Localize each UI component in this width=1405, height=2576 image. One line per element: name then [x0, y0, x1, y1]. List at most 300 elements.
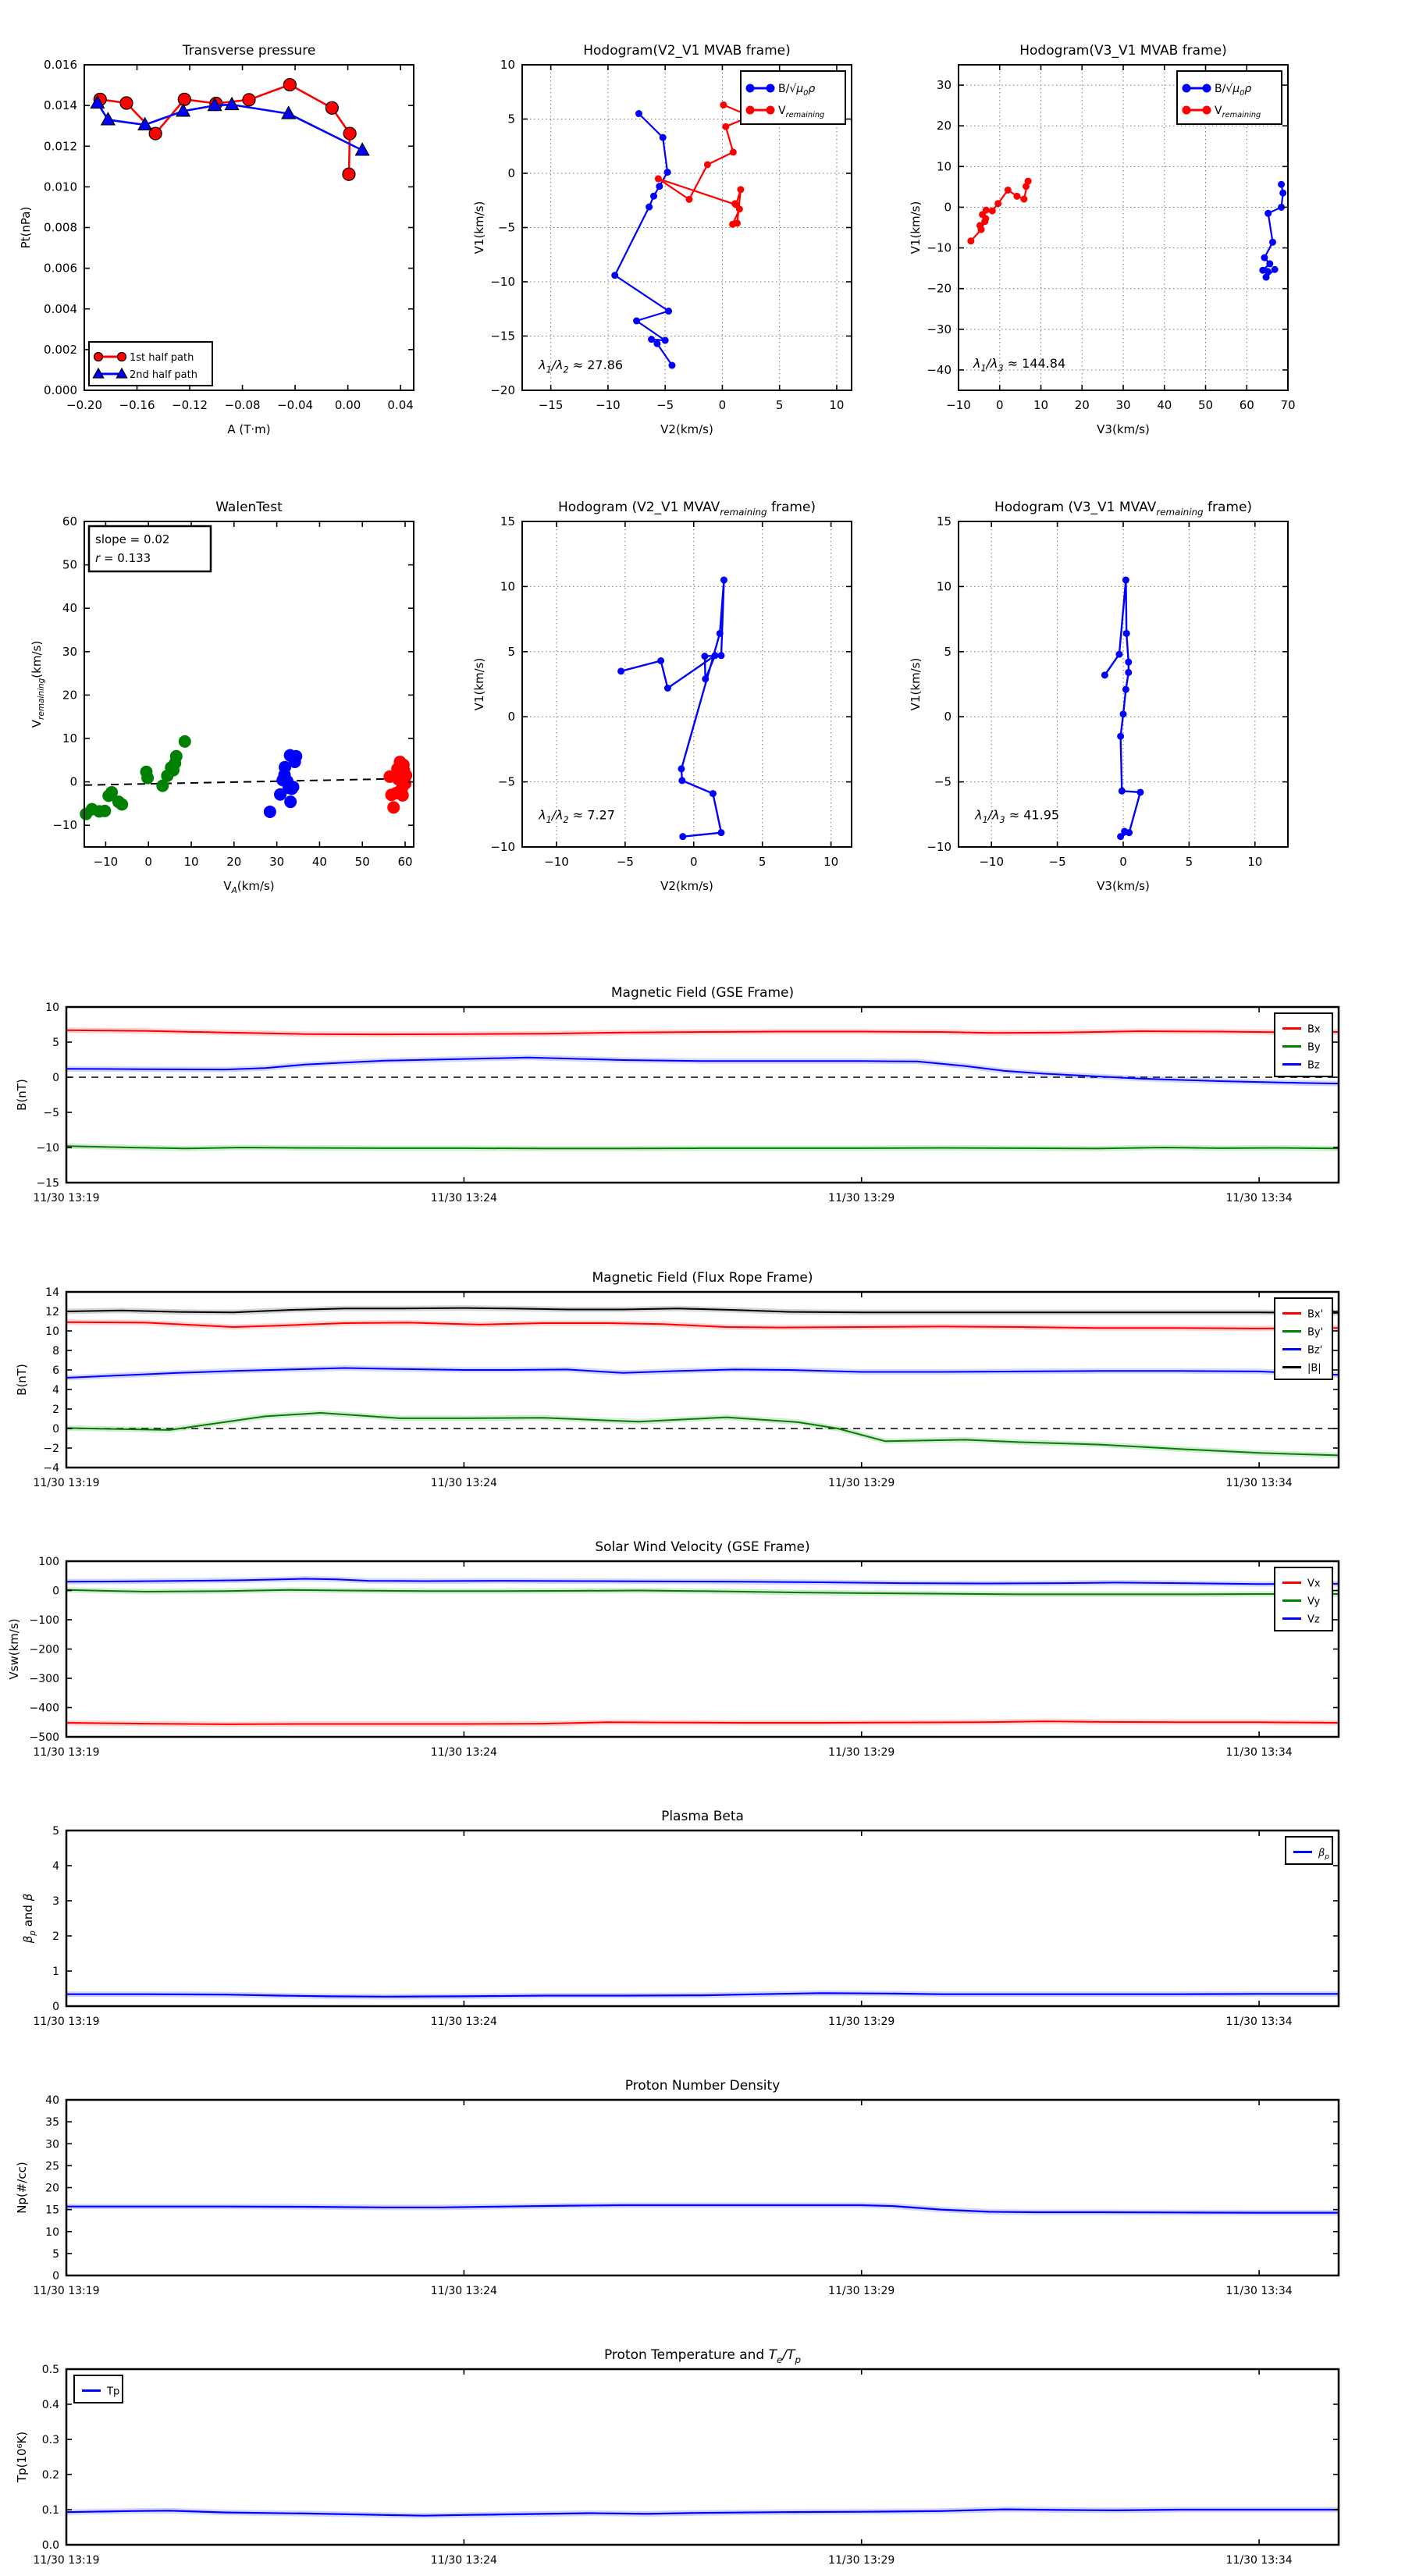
x-tick-label: −5 — [1048, 855, 1066, 869]
y-axis-label: Tp(10⁶K) — [15, 2431, 29, 2483]
circle-marker — [635, 110, 642, 117]
circle-marker — [702, 675, 709, 682]
chart-title: Hodogram(V3_V1 MVAB frame) — [1019, 43, 1227, 59]
legend-label: Vz — [1307, 1614, 1320, 1626]
x-tick-label: −0.08 — [224, 398, 261, 412]
circle-marker — [1264, 210, 1272, 217]
circle-marker — [976, 222, 984, 229]
axes-frame — [959, 521, 1288, 847]
y-tick-label: 0 — [52, 1423, 59, 1436]
y-tick-label: 30 — [62, 644, 77, 659]
y-axis-label: $V_{remaining}(km/s)$ — [30, 640, 47, 728]
triangle-marker — [226, 98, 239, 109]
series-line-fit — [84, 778, 414, 785]
y-tick-label: 0.004 — [44, 301, 77, 316]
y-tick-label: 0 — [69, 774, 77, 789]
y-tick-label: −10 — [36, 1142, 59, 1155]
circle-marker — [1125, 669, 1132, 676]
y-tick-label: 0.006 — [44, 261, 77, 276]
y-tick-label: 0.012 — [44, 139, 77, 154]
circle-marker — [120, 97, 133, 109]
circle-marker — [1136, 788, 1144, 795]
y-tick-label: 15 — [936, 514, 951, 528]
circle-marker — [1121, 827, 1128, 834]
circle-marker — [611, 272, 618, 279]
circle-marker — [116, 799, 128, 811]
circle-marker — [118, 353, 126, 361]
circle-marker — [178, 93, 190, 105]
y-tick-label: −15 — [36, 1177, 59, 1190]
y-tick-label: 5 — [507, 644, 515, 659]
x-tick-label: 30 — [269, 855, 285, 869]
y-tick-label: 40 — [45, 2094, 59, 2107]
chart-title: Hodogram (V3_V1 $MVAV_{remaining}$ frame) — [994, 500, 1253, 518]
y-tick-label: 5 — [52, 1037, 59, 1049]
annotation: $\lambda_1/\lambda_2 \approx 27.86$ — [539, 357, 624, 375]
circle-marker — [729, 221, 736, 228]
y-tick-label: −200 — [29, 1643, 59, 1656]
y-tick-label: −500 — [29, 1731, 59, 1744]
circle-marker — [343, 168, 355, 180]
chart-proton-number-density — [15, 2078, 1339, 2297]
chart-title: Magnetic Field (GSE Frame) — [610, 985, 795, 1001]
chart-title: Proton Temperature and $T_e/T_p$ — [603, 2347, 802, 2365]
x-tick-label: 20 — [226, 855, 242, 869]
x-tick-label: 10 — [183, 855, 199, 869]
y-tick-label: 15 — [45, 2204, 59, 2217]
y-tick-label: 30 — [936, 78, 951, 93]
y-tick-label: 0.0 — [41, 2539, 59, 2552]
y-axis-label: B(nT) — [15, 1364, 29, 1396]
y-tick-label: −10 — [927, 240, 951, 255]
y-tick-label: 0 — [944, 710, 951, 724]
x-tick-label: −10 — [93, 855, 119, 869]
y-tick-label: 40 — [62, 601, 77, 616]
series-line-B — [615, 114, 672, 365]
chart-hodogram-v2v1-mvav — [472, 500, 852, 893]
annotation: $\lambda_1/\lambda_3 \approx 144.84$ — [973, 355, 1066, 374]
chart-plasma-beta — [21, 1809, 1339, 2028]
x-axis-label: $V_A(km/s)$ — [223, 879, 275, 896]
circle-marker — [662, 337, 669, 344]
series-line-1st half path — [100, 85, 350, 175]
y-tick-label: 0 — [507, 166, 515, 180]
x-tick-label: 11/30 13:29 — [828, 2016, 895, 2028]
y-tick-label: 0.016 — [44, 58, 77, 72]
circle-marker — [400, 769, 412, 781]
legend — [1275, 1298, 1332, 1379]
circle-marker — [717, 829, 724, 836]
axes-frame — [66, 2369, 1339, 2545]
legend-label: 1st half path — [130, 352, 194, 364]
y-tick-label: 12 — [45, 1306, 59, 1318]
x-tick-label: 11/30 13:24 — [430, 2016, 497, 2028]
circle-marker — [325, 101, 338, 114]
circle-marker — [660, 134, 667, 141]
circle-marker — [283, 79, 296, 91]
y-tick-label: 0.5 — [41, 2364, 59, 2376]
circle-marker — [1013, 193, 1020, 200]
x-tick-label: 11/30 13:24 — [430, 1746, 497, 1759]
circle-marker — [712, 652, 719, 659]
circle-marker — [717, 652, 724, 659]
x-tick-label: 5 — [758, 855, 767, 869]
x-tick-label: 10 — [829, 398, 845, 412]
x-tick-label: 11/30 13:19 — [33, 1746, 100, 1759]
circle-marker — [1279, 190, 1286, 197]
y-tick-label: 2 — [52, 1930, 59, 1943]
legend — [741, 71, 845, 124]
y-axis-label: Pt(nPa) — [19, 206, 33, 249]
circle-marker — [648, 336, 655, 343]
legend-label: $V_{remaining}$ — [1215, 105, 1261, 119]
x-tick-label: 70 — [1280, 398, 1296, 412]
circle-marker — [646, 204, 653, 211]
circle-marker — [286, 781, 299, 793]
x-tick-label: 11/30 13:24 — [430, 2285, 497, 2297]
circle-marker — [617, 667, 624, 674]
y-tick-label: 0 — [52, 2001, 59, 2013]
circle-marker — [731, 200, 738, 207]
circle-marker — [141, 772, 154, 785]
circle-marker — [656, 183, 663, 190]
circle-marker — [1119, 788, 1126, 795]
x-tick-label: 11/30 13:24 — [430, 1477, 497, 1489]
circle-marker — [737, 186, 744, 193]
axes-frame — [66, 1561, 1339, 1737]
y-tick-label: 6 — [52, 1364, 59, 1377]
circle-marker — [1125, 659, 1132, 666]
y-tick-label: −20 — [490, 383, 515, 397]
y-tick-label: −5 — [497, 220, 515, 235]
x-tick-label: 11/30 13:29 — [828, 2285, 895, 2297]
x-tick-label: 10 — [823, 855, 839, 869]
x-tick-label: 11/30 13:29 — [828, 1477, 895, 1489]
circle-marker — [284, 749, 297, 762]
x-tick-label: 11/30 13:34 — [1225, 1477, 1293, 1489]
y-tick-label: 20 — [62, 688, 77, 703]
y-tick-label: 100 — [38, 1556, 59, 1568]
x-tick-label: 11/30 13:19 — [33, 2285, 100, 2297]
y-tick-label: −10 — [927, 840, 951, 854]
x-tick-label: 11/30 13:19 — [33, 1192, 100, 1204]
y-tick-label: −30 — [927, 322, 951, 336]
circle-marker — [397, 759, 410, 771]
series-band-Bz' — [66, 1368, 1339, 1379]
circle-marker — [243, 94, 255, 106]
y-tick-label: 5 — [944, 644, 951, 659]
stats-box — [89, 526, 211, 571]
y-tick-label: 10 — [936, 579, 951, 594]
y-tick-label: 0 — [507, 710, 515, 724]
legend-label: Tp — [107, 2386, 120, 2398]
y-tick-label: 8 — [52, 1345, 59, 1357]
x-tick-label: 0 — [995, 398, 1004, 412]
chart-transverse-pressure — [19, 43, 414, 436]
chart-title: Solar Wind Velocity (GSE Frame) — [595, 1539, 810, 1555]
circle-marker — [664, 685, 671, 692]
y-tick-label: 20 — [936, 119, 951, 133]
chart-title: Transverse pressure — [182, 43, 316, 59]
x-tick-label: 0 — [718, 398, 727, 412]
x-tick-label: 10 — [1033, 398, 1049, 412]
chart-magnetic-field-gse — [15, 985, 1339, 1204]
legend — [1275, 1013, 1332, 1076]
y-tick-label: −10 — [490, 275, 515, 289]
y-tick-label: 14 — [45, 1286, 59, 1299]
chart-walen-test — [30, 500, 414, 895]
circle-marker — [650, 193, 657, 200]
legend-label: Bx' — [1307, 1308, 1324, 1321]
circle-marker — [653, 340, 660, 347]
y-tick-label: 10 — [936, 159, 951, 174]
circle-marker — [387, 801, 400, 813]
x-tick-label: 10 — [1247, 855, 1263, 869]
circle-marker — [633, 318, 640, 325]
legend-label: |B| — [1307, 1362, 1321, 1375]
x-tick-label: 30 — [1115, 398, 1131, 412]
y-tick-label: −20 — [927, 281, 951, 296]
legend-label: By — [1307, 1041, 1321, 1054]
legend-label: Bz — [1307, 1059, 1320, 1072]
x-tick-label: 40 — [311, 855, 327, 869]
circle-marker — [1263, 274, 1270, 281]
legend-label: Vy — [1307, 1596, 1321, 1608]
x-tick-label: 11/30 13:34 — [1225, 1192, 1293, 1204]
circle-marker — [1261, 254, 1268, 262]
circle-marker — [1120, 710, 1127, 717]
x-axis-label: V3(km/s) — [1097, 879, 1150, 893]
circle-marker — [685, 196, 692, 203]
x-tick-label: 60 — [397, 855, 413, 869]
y-tick-label: −15 — [490, 329, 515, 343]
x-tick-label: −0.20 — [66, 398, 102, 412]
circle-marker — [767, 106, 775, 115]
y-tick-label: −5 — [934, 774, 951, 789]
legend — [74, 2375, 123, 2403]
circle-marker — [967, 237, 974, 244]
legend — [1275, 1567, 1332, 1631]
legend-box — [1275, 1567, 1332, 1631]
y-tick-label: 10 — [62, 731, 77, 745]
chart-title: Hodogram (V2_V1 $MVAV_{remaining}$ frame) — [557, 500, 816, 518]
x-tick-label: 11/30 13:29 — [828, 1192, 895, 1204]
x-tick-label: 60 — [1239, 398, 1254, 412]
circle-marker — [1203, 84, 1211, 93]
circle-marker — [264, 806, 276, 818]
y-tick-label: 25 — [45, 2160, 59, 2173]
x-tick-label: −10 — [946, 398, 971, 412]
circle-marker — [710, 790, 717, 797]
circle-marker — [664, 169, 671, 176]
y-axis-label: V1(km/s) — [909, 657, 923, 711]
y-tick-label: −2 — [43, 1443, 59, 1455]
y-tick-label: 3 — [52, 1895, 59, 1908]
y-tick-label: 0 — [944, 200, 951, 215]
x-tick-label: 0 — [144, 855, 152, 869]
y-tick-label: −5 — [43, 1107, 59, 1119]
x-axis-label: A (T·m) — [227, 422, 271, 436]
circle-marker — [717, 630, 724, 637]
annotation: $\lambda_1/\lambda_2 \approx 7.27$ — [539, 807, 615, 826]
chart-title: Proton Number Density — [624, 2078, 781, 2094]
y-axis-label: Np(#/cc) — [15, 2161, 29, 2214]
circle-marker — [668, 362, 675, 369]
y-axis-label: V1(km/s) — [909, 201, 923, 254]
x-tick-label: 11/30 13:34 — [1225, 2285, 1293, 2297]
x-tick-label: 0.00 — [334, 398, 361, 412]
circle-marker — [1020, 196, 1027, 203]
circle-marker — [170, 750, 183, 763]
circle-marker — [746, 106, 755, 115]
x-tick-label: −0.16 — [119, 398, 155, 412]
x-tick-label: 11/30 13:34 — [1225, 1746, 1293, 1759]
y-tick-label: 0.002 — [44, 342, 77, 357]
circle-marker — [655, 175, 662, 182]
circle-marker — [704, 161, 711, 168]
annotation: $\lambda_1/\lambda_3 \approx 41.95$ — [975, 807, 1060, 826]
x-tick-label: −10 — [544, 855, 569, 869]
legend-label: $\beta_p$ — [1318, 1847, 1330, 1862]
circle-marker — [1123, 630, 1130, 637]
series-line-V — [621, 580, 724, 837]
x-tick-label: 11/30 13:19 — [33, 2554, 100, 2567]
axes-frame — [66, 2100, 1339, 2275]
circle-marker — [665, 308, 672, 315]
y-tick-label: −40 — [927, 362, 951, 377]
chart-title: Magnetic Field (Flux Rope Frame) — [592, 1270, 813, 1286]
y-tick-label: 0.2 — [41, 2469, 59, 2482]
circle-marker — [1005, 187, 1012, 194]
circle-marker — [179, 735, 191, 748]
y-tick-label: 35 — [45, 2116, 59, 2129]
y-tick-label: −300 — [29, 1673, 59, 1685]
circle-marker — [720, 577, 727, 584]
y-axis-label: B(nT) — [15, 1079, 29, 1111]
x-tick-label: 50 — [1197, 398, 1214, 412]
legend-label: Vx — [1307, 1578, 1321, 1590]
stats-line: r = 0.133 — [95, 551, 151, 565]
chart-hodogram-v3v1-mvab — [909, 43, 1296, 436]
circle-marker — [397, 789, 409, 802]
y-tick-label: 10 — [45, 1325, 59, 1338]
x-tick-label: 11/30 13:24 — [430, 2554, 497, 2567]
x-tick-label: 0 — [1119, 855, 1127, 869]
x-tick-label: −10 — [596, 398, 621, 412]
y-axis-label: $\beta_p$ and β — [21, 1893, 38, 1944]
x-tick-label: −10 — [979, 855, 1005, 869]
x-tick-label: 11/30 13:19 — [33, 2016, 100, 2028]
y-axis-label: V1(km/s) — [472, 657, 486, 711]
y-tick-label: 0.014 — [44, 98, 77, 113]
legend-label: $B/√\mu_0\rho$ — [1215, 83, 1252, 98]
x-tick-label: 5 — [775, 398, 784, 412]
legend — [1177, 71, 1282, 124]
circle-marker — [1203, 106, 1211, 115]
circle-marker — [1269, 239, 1276, 246]
chart-solar-wind-velocity — [7, 1539, 1339, 1759]
y-tick-label: 0 — [52, 1585, 59, 1598]
y-tick-label: 15 — [500, 514, 515, 528]
y-tick-label: 4 — [52, 1860, 59, 1873]
x-tick-label: 5 — [1185, 855, 1193, 869]
circle-marker — [1183, 84, 1191, 93]
chart-hodogram-v3v1-mvav — [909, 500, 1288, 893]
y-tick-label: 4 — [52, 1384, 59, 1397]
circle-marker — [1122, 686, 1129, 693]
x-tick-label: −0.12 — [172, 398, 208, 412]
circle-marker — [679, 833, 686, 840]
legend-label: Bx — [1307, 1023, 1321, 1036]
y-tick-label: 10 — [45, 1002, 59, 1014]
chart-magnetic-field-flux-rope — [15, 1270, 1339, 1489]
y-tick-label: 10 — [45, 2226, 59, 2239]
y-tick-label: 0.3 — [41, 2434, 59, 2446]
circle-marker — [98, 805, 111, 817]
x-tick-label: −5 — [656, 398, 674, 412]
y-tick-label: 0.1 — [41, 2504, 59, 2517]
chart-title: Hodogram(V2_V1 MVAB frame) — [583, 43, 791, 59]
circle-marker — [746, 84, 755, 93]
y-tick-label: 5 — [52, 1825, 59, 1838]
y-tick-label: 2 — [52, 1404, 59, 1416]
chart-title: Plasma Beta — [661, 1809, 744, 1824]
circle-marker — [983, 207, 990, 214]
x-tick-label: 11/30 13:29 — [828, 2554, 895, 2567]
y-tick-label: 0.000 — [44, 383, 77, 397]
y-tick-label: −10 — [52, 818, 77, 833]
circle-marker — [989, 208, 996, 215]
x-tick-label: −0.04 — [277, 398, 314, 412]
y-tick-label: −5 — [497, 774, 515, 789]
circle-marker — [722, 123, 729, 130]
x-tick-label: −15 — [538, 398, 564, 412]
y-tick-label: 1 — [52, 1966, 59, 1978]
legend-label: By' — [1307, 1326, 1324, 1339]
y-tick-label: 0 — [52, 1072, 59, 1084]
x-tick-label: 11/30 13:29 — [828, 1746, 895, 1759]
x-tick-label: 0 — [690, 855, 698, 869]
y-axis-label: V1(km/s) — [472, 201, 486, 254]
y-tick-label: 30 — [45, 2138, 59, 2151]
circle-marker — [1023, 183, 1030, 190]
y-tick-label: −10 — [490, 840, 515, 854]
y-tick-label: 10 — [500, 58, 515, 72]
x-tick-label: 11/30 13:34 — [1225, 2554, 1293, 2567]
legend-label: $B/√\mu_0\rho$ — [778, 83, 816, 98]
axes-frame — [522, 521, 852, 847]
y-tick-label: 20 — [45, 2182, 59, 2195]
x-tick-label: 0.04 — [387, 398, 414, 412]
x-tick-label: −5 — [616, 855, 634, 869]
circle-marker — [1272, 266, 1279, 273]
y-tick-label: −400 — [29, 1702, 59, 1715]
circle-marker — [94, 353, 103, 361]
circle-marker — [730, 148, 737, 155]
circle-marker — [736, 205, 743, 212]
circle-marker — [994, 200, 1001, 207]
chart-title: WalenTest — [215, 500, 283, 515]
circle-marker — [1117, 733, 1124, 740]
circle-marker — [1122, 577, 1129, 584]
legend — [1286, 1837, 1332, 1864]
circle-marker — [657, 657, 664, 664]
circle-marker — [701, 653, 708, 660]
x-axis-label: V2(km/s) — [660, 422, 713, 436]
x-tick-label: 11/30 13:24 — [430, 1192, 497, 1204]
axes-frame — [66, 1292, 1339, 1468]
y-tick-label: 5 — [507, 112, 515, 126]
